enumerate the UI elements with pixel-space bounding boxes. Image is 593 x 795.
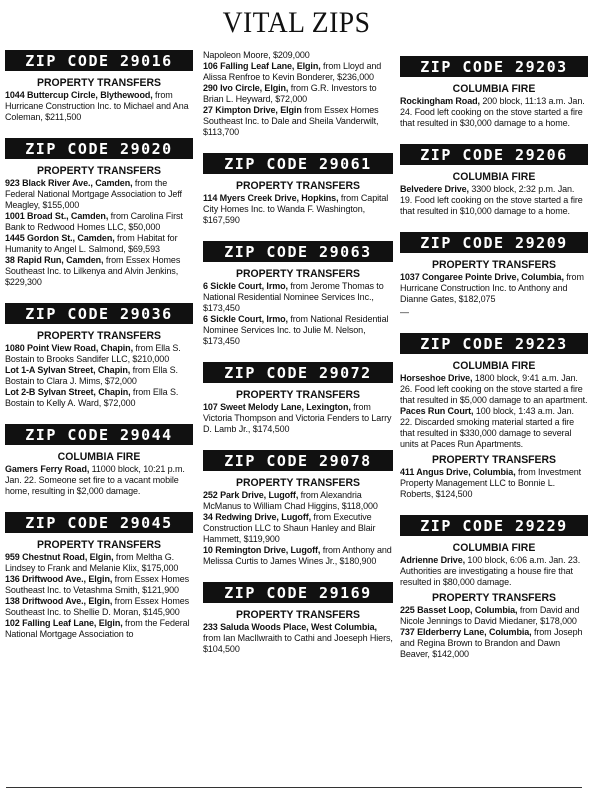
zip-block-29223 (400, 333, 588, 500)
zip-block-29169 (203, 582, 393, 655)
section-heading: PROPERTY TRANSFERS (235, 268, 361, 280)
section-heading: PROPERTY TRANSFERS (431, 592, 557, 604)
listing-entry: Adrienne Drive, 100 block, 6:06 a.m. Jan. 23. Authorities are investigating a house fire that resulted in $80,000 damage. (400, 555, 581, 587)
zip-header: ZIP CODE 29063 (203, 241, 393, 262)
section-heading: PROPERTY TRANSFERS (36, 330, 162, 342)
zip-header: ZIP CODE 29045 (5, 512, 193, 533)
bottom-rule (6, 787, 582, 788)
listing-entry: 136 Driftwood Ave., Elgin, from Essex Homes Southeast Inc. to Vetashma Smith, $121,900 (5, 574, 190, 595)
listing-entry: Horseshoe Drive, 1800 block, 9:41 a.m. Jan. 26. Food left cooking on the stove started a fire that resulted in $5,000 damage to an apartment. (400, 373, 588, 405)
listing-entry: Lot 1-A Sylvan Street, Chapin, from Ella S. Bostain to Clara J. Mims, $72,000 (5, 365, 178, 386)
listing-entry: 107 Sweet Melody Lane, Lexington, from Victoria Thompson and Victoria Fenders to Larry D. Lamb Jr., $174,500 (203, 402, 392, 434)
listing-entry: 1037 Congaree Pointe Drive, Columbia, from Hurricane Construction Inc. to Anthony and Dianne Gates, $182,075 (400, 272, 584, 304)
listing-entry: Rockingham Road, 200 block, 11:13 a.m. Jan. 24. Food left cooking on the stove started a fire that resulted in $30,000 damage to a home. (400, 96, 585, 128)
listing-entry: Paces Run Court, 100 block, 1:43 a.m. Jan. 22. Discarded smoking material started a fire that resulted in $330,000 damage to several units at Paces Run Apartments. (400, 406, 575, 449)
listing-entry: 225 Basset Loop, Columbia, from David and Nicole Jennings to David Miedaner, $178,000 (400, 605, 580, 626)
listing-entry: 27 Kimpton Drive, Elgin from Essex Homes Southeast Inc. to Dale and Sheila Vanderwilt, $113,700 (203, 105, 379, 137)
zip-block-29045-continued (203, 50, 393, 138)
zip-block-29061 (203, 153, 393, 226)
listing-entry: 6 Sickle Court, Irmo, from Jerome Thomas to National Residential Nominee Services Inc., $173,450 (203, 281, 384, 313)
listing-entry: Gamers Ferry Road, 11000 block, 10:21 p.m. Jan. 22. Someone set fire to a vacant mobile home, resulting in $2,000 damage. (5, 464, 185, 496)
listing-entry: 1445 Gordon St., Camden, from Habitat for Humanity to Angel L. Salmond, $69,593 (5, 233, 178, 254)
section-heading: PROPERTY TRANSFERS (36, 539, 162, 551)
zip-header: ZIP CODE 29072 (203, 362, 393, 383)
section-heading: PROPERTY TRANSFERS (36, 77, 162, 89)
section-heading: COLUMBIA FIRE (452, 83, 536, 95)
zip-block-29229 (400, 515, 588, 660)
zip-header: ZIP CODE 29020 (5, 138, 193, 159)
zip-header: ZIP CODE 29203 (400, 56, 588, 77)
zip-block-29072 (203, 362, 393, 435)
section-heading: COLUMBIA FIRE (57, 451, 141, 463)
zip-block-29203 (400, 56, 588, 129)
listing-entry: 102 Falling Leaf Lane, Elgin, from the Federal National Mortgage Association to (5, 618, 190, 639)
listing-entry: 38 Rapid Run, Camden, from Essex Homes Southeast Inc. to Lilkenya and Alvin Jenkins, $229,300 (5, 255, 181, 287)
page-title: VITAL ZIPS (222, 6, 371, 39)
section-heading: PROPERTY TRANSFERS (235, 477, 361, 489)
column-middle (203, 50, 393, 670)
zip-block-29206 (400, 144, 588, 217)
separator-dash: — (400, 307, 409, 317)
listing-entry: 1080 Point View Road, Chapin, from Ella S. Bostain to Brooks Sandifer LLC, $210,000 (5, 343, 181, 364)
zip-header: ZIP CODE 29016 (5, 50, 193, 71)
listing-entry: 6 Sickle Court, Irmo, from National Residential Nominee Services Inc. to Julie M. Nelson, $173,450 (203, 314, 389, 346)
listing-entry: 252 Park Drive, Lugoff, from Alexandria McManus to William Chad Higgins, $118,000 (203, 490, 378, 511)
listing-entry: 959 Chestnut Road, Elgin, from Meltha G. Lindsey to Frank and Melanie Klix, $175,000 (5, 552, 179, 573)
listing-entry: Napoleon Moore, $209,000 (203, 50, 310, 60)
zip-block-29063 (203, 241, 393, 347)
listing-entry: Belvedere Drive, 3300 block, 2:32 p.m. Jan. 19. Food left cooking on the stove started a fire that resulted in $10,000 damage to a home. (400, 184, 583, 216)
zip-block-29016 (5, 50, 193, 123)
zip-block-29078 (203, 450, 393, 567)
zip-header: ZIP CODE 29078 (203, 450, 393, 471)
listing-entry: 114 Myers Creek Drive, Hopkins, from Capital City Homes Inc. to Wanda F. Washington, $167,590 (203, 193, 389, 225)
zip-block-29044 (5, 424, 193, 497)
zip-block-29045 (5, 512, 193, 640)
listing-entry: 233 Saluda Woods Place, West Columbia, from Ian MacIlwraith to Cathi and Joeseph Hiers, $104,500 (203, 622, 393, 654)
zip-header: ZIP CODE 29036 (5, 303, 193, 324)
zip-block-29020 (5, 138, 193, 288)
column-left (5, 50, 193, 655)
section-heading: COLUMBIA FIRE (452, 171, 536, 183)
section-heading: PROPERTY TRANSFERS (235, 389, 361, 401)
zip-header: ZIP CODE 29061 (203, 153, 393, 174)
section-heading: PROPERTY TRANSFERS (235, 609, 361, 621)
listing-entry: 1044 Buttercup Circle, Blythewood, from Hurricane Construction Inc. to Michael and Ana Coleman, $211,500 (5, 90, 189, 122)
zip-block-29036 (5, 303, 193, 409)
listing-entry: 10 Remington Drive, Lugoff, from Anthony and Melissa Curtis to James Wines Jr., $180,900 (203, 545, 392, 566)
listing-entry: 138 Driftwood Ave., Elgin, from Essex Homes Southeast Inc. to Shellie D. Moran, $145,900 (5, 596, 190, 617)
listing-entry: 34 Redwing Drive, Lugoff, from Executive Construction LLC to Shaun Hanley and Blair Hammett, $119,900 (203, 512, 376, 544)
zip-header: ZIP CODE 29044 (5, 424, 193, 445)
listing-entry: 106 Falling Leaf Lane, Elgin, from Lloyd and Alissa Renfroe to Kevin Bonderer, $236,000 (203, 61, 382, 82)
listing-entry: 411 Angus Drive, Columbia, from Investment Property Management LLC to Bonnie L. Roberts, $124,500 (400, 467, 582, 499)
listing-entry: 737 Elderberry Lane, Columbia, from Joseph and Regina Brown to Brandon and Dawn Beaver, $142,000 (400, 627, 583, 659)
listing-entry: 923 Black River Ave., Camden, from the Federal National Mortgage Association to Jeff Meagley, $155,000 (5, 178, 182, 210)
column-right (400, 56, 588, 675)
section-heading: COLUMBIA FIRE (452, 360, 536, 372)
zip-header: ZIP CODE 29169 (203, 582, 393, 603)
zip-header: ZIP CODE 29209 (400, 232, 588, 253)
zip-header: ZIP CODE 29223 (400, 333, 588, 354)
listing-entry: Lot 2-B Sylvan Street, Chapin, from Ella S. Bostain to Kelly A. Ward, $72,000 (5, 387, 179, 408)
listing-entry: 1001 Broad St., Camden, from Carolina First Bank to Redwood Homes LLC, $50,000 (5, 211, 183, 232)
zip-block-29209 (400, 232, 588, 318)
section-heading: COLUMBIA FIRE (452, 542, 536, 554)
zip-header: ZIP CODE 29206 (400, 144, 588, 165)
section-heading: PROPERTY TRANSFERS (431, 259, 557, 271)
listing-entry: 290 Ivo Circle, Elgin, from G.R. Investors to Brian L. Heyward, $72,000 (203, 83, 377, 104)
section-heading: PROPERTY TRANSFERS (431, 454, 557, 466)
section-heading: PROPERTY TRANSFERS (235, 180, 361, 192)
section-heading: PROPERTY TRANSFERS (36, 165, 162, 177)
zip-header: ZIP CODE 29229 (400, 515, 588, 536)
